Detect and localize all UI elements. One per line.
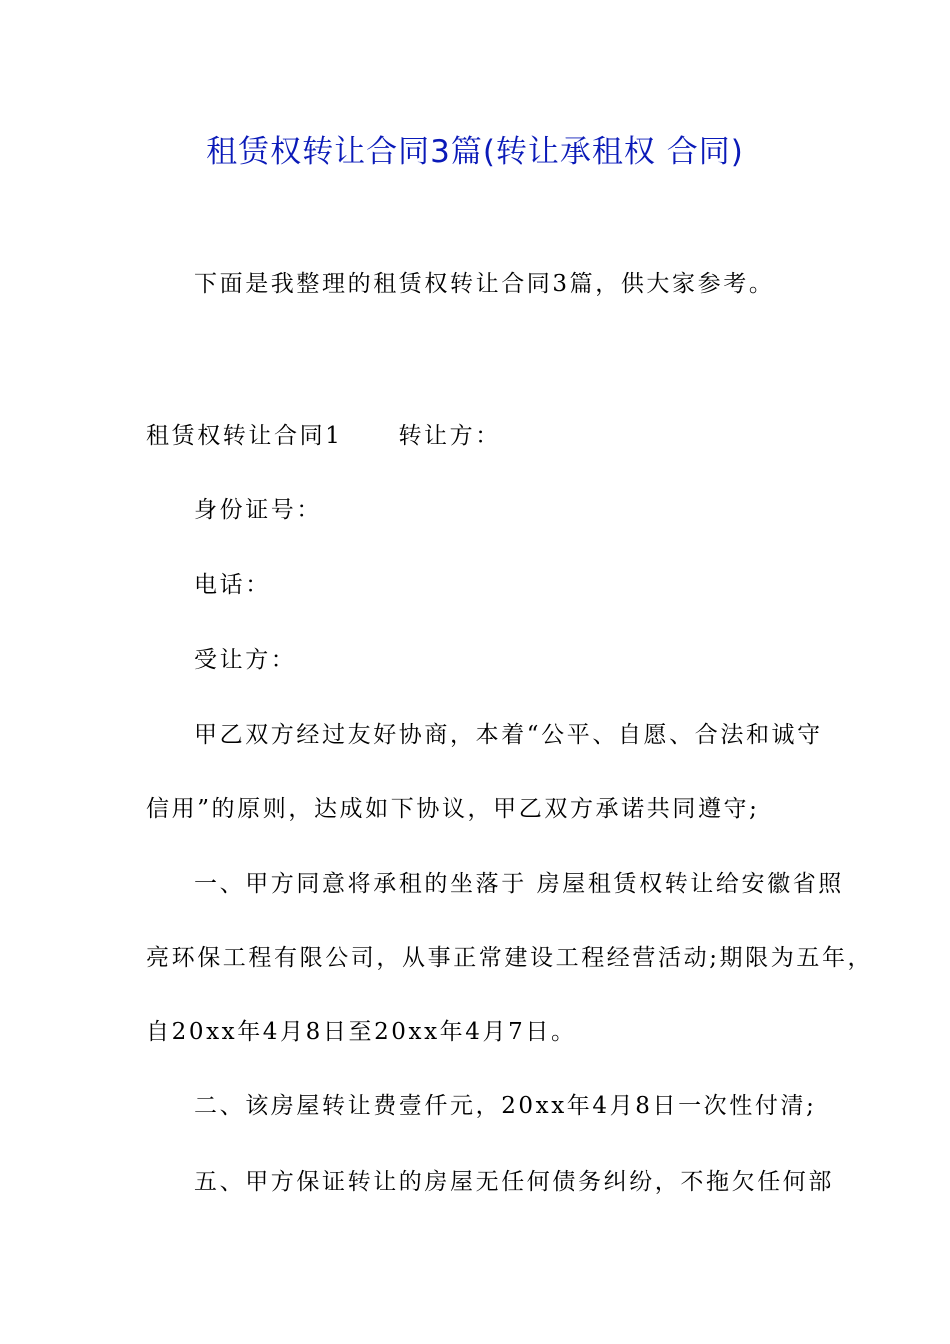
document-title: 租赁权转让合同3篇(转让承租权 合同) (206, 134, 744, 170)
transferee-label: 受让方： (194, 647, 297, 673)
body-paragraph-line: 甲乙双方经过友好协商，本着“公平、自愿、合法和诚守 (194, 722, 823, 748)
clause-one-line: 自20xx年4月8日至20xx年4月7日。 (146, 1019, 577, 1045)
body-paragraph-line: 信用”的原则，达成如下协议，甲乙双方承诺共同遵守; (146, 796, 760, 822)
contract-heading: 租赁权转让合同1 (146, 423, 343, 449)
contract-heading-line (146, 420, 501, 452)
id-number-label: 身份证号： (194, 497, 322, 523)
intro-paragraph: 下面是我整理的租赁权转让合同3篇，供大家参考。 (194, 271, 775, 297)
clause-one-line: 亮环保工程有限公司，从事正常建设工程经营活动;期限为五年， (146, 945, 874, 971)
transferor-label: 转让方： (398, 423, 501, 449)
clause-five-line: 五、甲方保证转让的房屋无任何债务纠纷，不拖欠任何部 (194, 1169, 834, 1195)
clause-one-line: 一、甲方同意将承租的坐落于 房屋租赁权转让给安徽省照 (194, 871, 844, 897)
phone-label: 电话： (194, 572, 271, 598)
clause-two-line: 二、该房屋转让费壹仟元，20xx年4月8日一次性付清; (194, 1093, 817, 1119)
